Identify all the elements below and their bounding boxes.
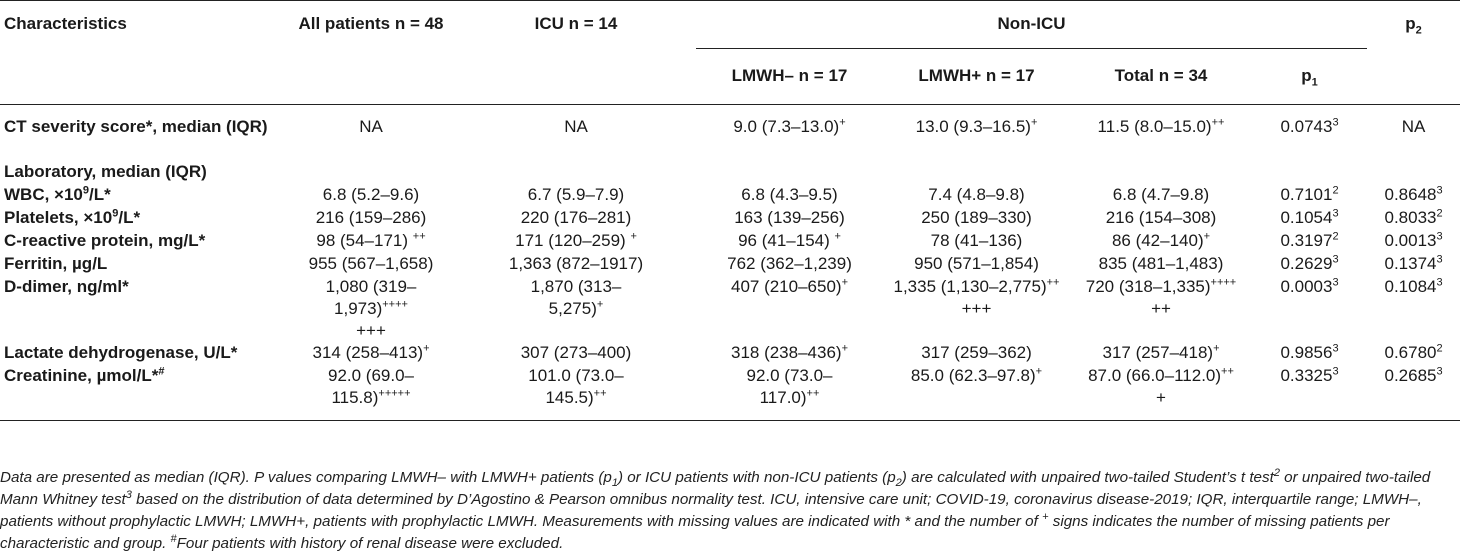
cell-p2: 0.8648$^3$: [1384, 183, 1443, 204]
cell-icu: 1,363 (872–1917): [508, 253, 644, 273]
row-label: Creatinine, µmol/L*#: [4, 364, 165, 385]
cell-icu: 101.0 (73.0– 145.5)++: [528, 365, 624, 407]
cell-p2: 0.2685$^3$: [1384, 364, 1443, 385]
row-label: Lactate dehydrogenase, U/L*: [4, 342, 238, 362]
row-label: D-dimer, ng/ml*: [4, 276, 129, 296]
cell-total: 720 (318–1,335)++++ ++: [1085, 275, 1237, 318]
header-all-patients: All patients n = 48: [286, 1, 456, 49]
cell-icu: 220 (176–281): [520, 207, 632, 227]
header-total: Total n = 34: [1114, 66, 1208, 85]
table-row: [0, 207, 1460, 230]
cell-all: NA: [359, 117, 383, 136]
table-row: [0, 276, 1460, 342]
cell-lmwh-neg: 163 (139–256): [734, 207, 845, 227]
table-row: [0, 105, 1460, 161]
table-row: [0, 253, 1460, 276]
cell-p2: 0.0013$^3$: [1384, 229, 1443, 250]
cell-p1: 0.3197$^2$: [1280, 229, 1339, 250]
row-label: CT severity score*, median (IQR): [4, 117, 268, 136]
cell-all: 6.8 (5.2–9.6): [322, 184, 420, 204]
cell-icu: 307 (273–400): [520, 342, 632, 362]
cell-total: 87.0 (66.0–112.0)++ +: [1088, 364, 1234, 407]
cell-total: 6.8 (4.7–9.8): [1112, 184, 1210, 204]
header-p2: $p_2$: [1367, 1, 1460, 49]
row-label: Ferritin, µg/L: [4, 253, 108, 273]
cell-p1: 0.7101$^2$: [1280, 183, 1339, 204]
cell-lmwh-neg: 407 (210–650)+: [730, 275, 849, 296]
table-row: [0, 230, 1460, 253]
cell-lmwh-neg: 9.0 (7.3–13.0)+: [733, 116, 846, 136]
cell-p2: 0.1084$^3$: [1384, 275, 1443, 296]
header-row-1: [0, 1, 1460, 49]
header-icu: ICU n = 14: [456, 1, 696, 49]
cell-all: 1,080 (319–1,973)++++ +++: [325, 276, 417, 340]
cell-lmwh-pos: 7.4 (4.8–9.8): [928, 184, 1025, 204]
cell-p2: 0.8033$^2$: [1384, 206, 1443, 227]
header-characteristics: Characteristics: [0, 1, 286, 49]
cell-lmwh-neg: 92.0 (73.0– 117.0)++: [746, 365, 833, 407]
cell-lmwh-pos: 78 (41–136): [930, 230, 1023, 250]
cell-lmwh-neg: 96 (41–154) +: [738, 229, 841, 250]
cell-lmwh-neg: 762 (362–1,239): [727, 253, 852, 273]
cell-p1: 0.9856$^3$: [1280, 341, 1339, 362]
cell-lmwh-pos: 1,335 (1,130–2,775)++ +++: [893, 275, 1060, 318]
cell-total: 835 (481–1,483): [1098, 253, 1224, 273]
header-lmwh-pos: LMWH+ n = 17: [918, 66, 1035, 85]
cell-lmwh-pos: 13.0 (9.3–16.5)+: [915, 116, 1038, 136]
cell-p1: 0.0003$^3$: [1280, 275, 1339, 296]
cell-p2: NA: [1401, 117, 1426, 136]
cell-all: 955 (567–1,658): [308, 253, 434, 273]
cell-total: 86 (42–140)+: [1111, 229, 1211, 250]
cell-p1: 0.3325$^3$: [1280, 364, 1339, 385]
table-row: [0, 161, 1460, 184]
cell-p2: 0.6780$^2$: [1384, 341, 1443, 362]
cell-lmwh-pos: 950 (571–1,854): [914, 253, 1039, 273]
cell-icu: 1,870 (313– 5,275)+: [530, 276, 622, 318]
cell-total: 317 (257–418)+: [1102, 341, 1220, 362]
header-lmwh-neg: LMWH– n = 17: [731, 66, 848, 85]
cell-p1: 0.0743$^3$: [1280, 116, 1339, 136]
header-non-icu: Non-ICU: [696, 1, 1367, 49]
header-row-2: [0, 49, 1460, 105]
table-footnote: Data are presented as median (IQR). P values comparing LMWH– with LMWH+ patients $(p_1)$ or ICU patients with non-ICU patients $(p_2)$ are calculated with unpaired two-tailed Student’s t test$^2$ or unpaired two-tailed Mann Whitney test$^3$ based on the distribution of data determined by D’Agostino & Pearson omnibus normality test. ICU, intensive care unit; COVID-19, coronavirus disease-2019; IQR, interquartile range; LMWH–, patients without prophylactic LMWH; LMWH+, patients with prophylactic LMWH. Measurements with missing values are indicated with * and the number of + signs indicates the number of missing patients per characteristic and group. #Four patients with history of renal disease were excluded.: [0, 466, 1431, 552]
cell-total: 216 (154–308): [1105, 207, 1217, 227]
cell-icu: 6.7 (5.9–7.9): [527, 184, 625, 204]
cell-total: 11.5 (8.0–15.0)++: [1097, 116, 1225, 136]
cell-all: 98 (54–171) ++: [316, 229, 426, 250]
cell-lmwh-neg: 6.8 (4.3–9.5): [741, 184, 838, 204]
row-label: WBC, $\times 10^9/L*$: [4, 183, 111, 204]
cell-all: 314 (258–413)+: [312, 341, 430, 362]
cell-all: 216 (159–286): [315, 207, 427, 227]
table-row: [0, 184, 1460, 207]
row-label: Platelets, $\times 10^9/L*$: [4, 206, 141, 227]
cell-lmwh-pos: 317 (259–362): [921, 342, 1032, 362]
cell-p1: 0.1054$^3$: [1280, 206, 1339, 227]
table-row: [0, 342, 1460, 365]
cell-lmwh-pos: 85.0 (62.3–97.8)+: [910, 364, 1043, 385]
table-row: [0, 365, 1460, 421]
section-label: Laboratory, median (IQR): [4, 161, 207, 181]
cell-icu: 171 (120–259) +: [515, 229, 637, 250]
cell-all: 92.0 (69.0–115.8)+++++: [327, 365, 414, 407]
row-label: C-reactive protein, mg/L*: [4, 230, 206, 250]
header-p1: $p_1$: [1301, 66, 1318, 89]
cell-p1: 0.2629$^3$: [1280, 252, 1339, 273]
cell-p2: 0.1374$^3$: [1384, 252, 1443, 273]
cell-lmwh-pos: 250 (189–330): [921, 207, 1032, 227]
cell-icu: NA: [564, 117, 588, 136]
cell-lmwh-neg: 318 (238–436)+: [730, 341, 849, 362]
